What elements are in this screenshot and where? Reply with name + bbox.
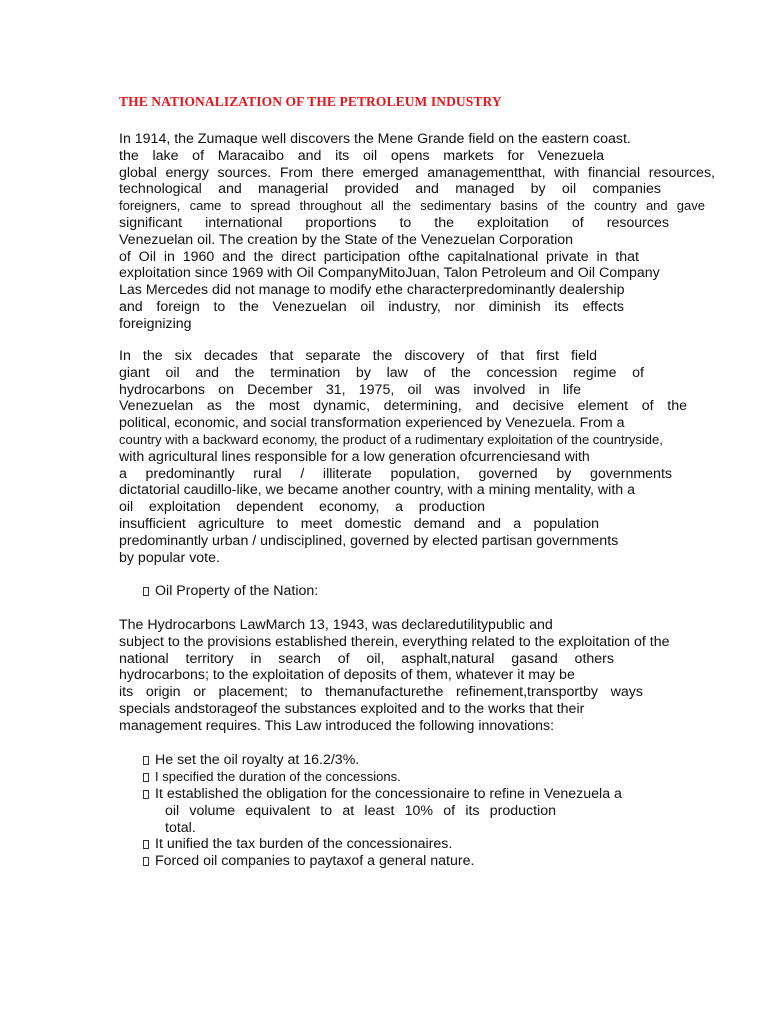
text-line: foreignizing bbox=[119, 315, 192, 332]
text-line: technological and managerial provided and managed by oil companies bbox=[119, 181, 661, 198]
bullet-box-icon bbox=[143, 857, 149, 866]
text-line: insufficient agriculture to meet domestic demand and a population bbox=[119, 515, 599, 532]
text-line: The Hydrocarbons LawMarch 13, 1943, was declaredutilitypublic and bbox=[119, 617, 553, 633]
text-line: In 1914, the Zumaque well discovers the Mene Grande field on the eastern coast. bbox=[119, 131, 631, 147]
bullet-box-icon bbox=[143, 756, 149, 765]
text-line: a predominantly rural / illiterate population, governed by governments bbox=[119, 465, 672, 482]
text-line: exploitation since 1969 with Oil CompanyMitoJuan, Talon Petroleum and Oil Company bbox=[119, 265, 660, 282]
paragraph-1 bbox=[119, 131, 719, 333]
text-line: significant international proportions to the exploitation of resources bbox=[119, 214, 669, 231]
list-item-continuation: oil volume equivalent to at least 10% of its production bbox=[165, 803, 556, 819]
text-line: oil exploitation dependent economy, a production bbox=[119, 499, 485, 516]
list-item bbox=[143, 836, 452, 853]
text-line: management requires. This Law introduced the following innovations: bbox=[119, 717, 555, 734]
list-item bbox=[143, 769, 401, 786]
list-item-label: It unified the tax burden of the concessionaires. bbox=[155, 836, 453, 852]
text-line: Venezuelan as the most dynamic, determining, and decisive element of the bbox=[119, 398, 687, 415]
bullet-box-icon bbox=[143, 840, 149, 849]
text-line: predominantly urban / undisciplined, governed by elected partisan governments bbox=[119, 532, 619, 549]
section-heading-label: Oil Property of the Nation: bbox=[155, 583, 319, 599]
section-heading bbox=[143, 583, 318, 600]
text-line: of Oil in 1960 and the direct participation ofthe capitalnational private in that bbox=[119, 248, 639, 265]
list-item-continuation: total. bbox=[165, 820, 196, 836]
bullet-box-icon bbox=[143, 587, 149, 596]
list-item-label: Forced oil companies to paytaxof a general nature. bbox=[155, 853, 475, 869]
list-item bbox=[143, 853, 474, 870]
text-line: Venezuelan oil. The creation by the State of the Venezuelan Corporation bbox=[119, 231, 574, 248]
paragraph-2 bbox=[119, 348, 719, 566]
list-item-label: It established the obligation for the concessionaire to refine in Venezuela a bbox=[155, 786, 622, 802]
text-line: foreigners, came to spread throughout all the sedimentary basins of the country and gave bbox=[119, 198, 705, 214]
text-line: its origin or placement; to themanufacturethe refinement,transportby ways bbox=[119, 684, 643, 701]
paragraph-3 bbox=[119, 617, 719, 735]
text-line: and foreign to the Venezuelan oil industry, nor diminish its effects bbox=[119, 298, 624, 315]
list-item bbox=[143, 752, 359, 769]
text-line: the lake of Maracaibo and its oil opens markets for Venezuela bbox=[119, 147, 604, 164]
text-line: hydrocarbons on December 31, 1975, oil was involved in life bbox=[119, 381, 581, 398]
text-line: with agricultural lines responsible for a low generation ofcurrenciesand with bbox=[119, 448, 590, 465]
bullet-box-icon bbox=[143, 773, 149, 782]
text-line: national territory in search of oil, asphalt,natural gasand others bbox=[119, 650, 614, 667]
text-line: global energy sources. From there emerged amanagementthat, with financial resources, bbox=[119, 164, 715, 181]
text-line: by popular vote. bbox=[119, 549, 220, 566]
text-line: Las Mercedes did not manage to modify ethe characterpredominantly dealership bbox=[119, 282, 625, 299]
text-line: dictatorial caudillo-like, we became another country, with a mining mentality, with a bbox=[119, 482, 635, 499]
text-line: hydrocarbons; to the exploitation of deposits of them, whatever it may be bbox=[119, 667, 575, 684]
text-line: giant oil and the termination by law of the concession regime of bbox=[119, 364, 644, 381]
text-line: subject to the provisions established therein, everything related to the exploitation of the bbox=[119, 633, 670, 650]
list-item-label: He set the oil royalty at 16.2/3%. bbox=[155, 752, 360, 768]
text-line: In the six decades that separate the discovery of that first field bbox=[119, 348, 597, 364]
text-line: specials andstorageof the substances exploited and to the works that their bbox=[119, 700, 585, 717]
bullet-box-icon bbox=[143, 790, 149, 799]
list-item-label: I specified the duration of the concessions. bbox=[155, 769, 401, 784]
text-line: country with a backward economy, the product of a rudimentary exploitation of the countryside, bbox=[119, 431, 663, 447]
page-title: THE NATIONALIZATION OF THE PETROLEUM INDUSTRY bbox=[119, 94, 502, 109]
list-item bbox=[143, 786, 622, 803]
text-line: political, economic, and social transformation experienced by Venezuela. From a bbox=[119, 415, 625, 432]
